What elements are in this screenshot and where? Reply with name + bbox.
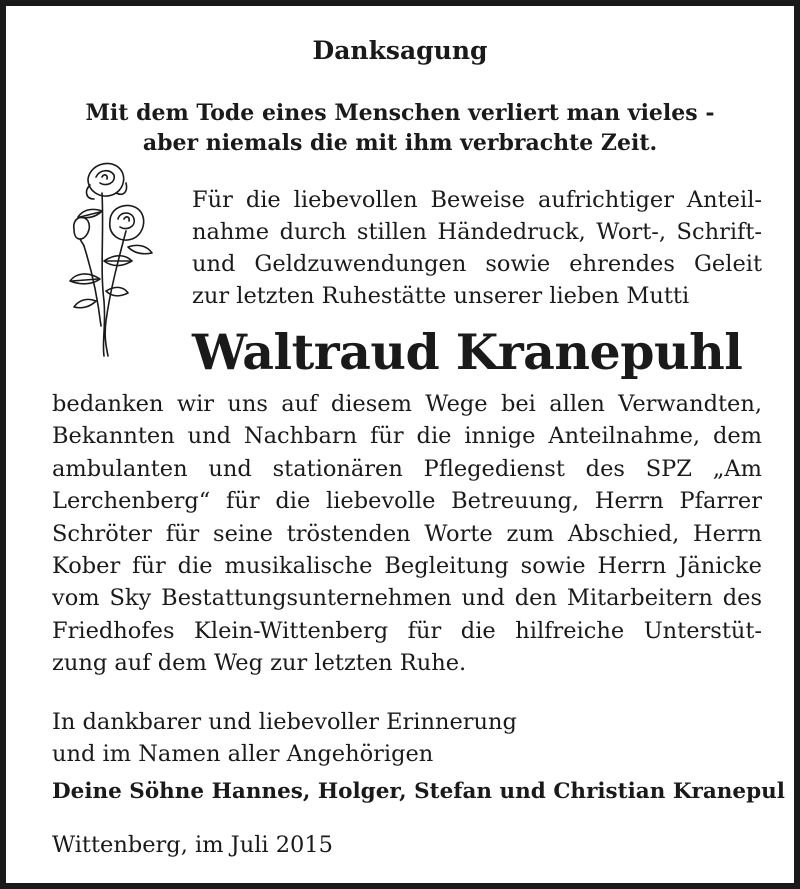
body-line: zung auf dem Weg zur letzten Ruhe. bbox=[52, 650, 467, 677]
body-line: ambulanten und stationären Pflegedienst des SPZ „Am bbox=[52, 455, 762, 482]
motto-line: Mit dem Tode eines Menschen verliert man vieles - bbox=[85, 100, 715, 126]
intro-line: zur letzten Ruhestätte unserer lieben Mutti bbox=[192, 283, 690, 309]
body-line: vom Sky Bestattungsunternehmen und den Mitarbeitern des bbox=[52, 585, 762, 612]
motto bbox=[6, 98, 794, 158]
body-line: bedanken wir uns auf diesem Wege bei allen Verwandten, bbox=[52, 391, 762, 417]
motto-line: aber niemals die mit ihm verbrachte Zeit. bbox=[142, 130, 658, 156]
closing-text bbox=[52, 706, 517, 770]
notice-heading: Danksagung bbox=[312, 36, 488, 65]
intro-line: Für die liebevollen Beweise aufrichtiger Anteil- bbox=[192, 187, 762, 213]
signers: Deine Söhne Hannes, Holger, Stefan und Christian Kranepul bbox=[52, 779, 785, 804]
closing-line: und im Namen aller Angehörigen bbox=[52, 741, 434, 767]
place-date: Wittenberg, im Juli 2015 bbox=[52, 832, 333, 858]
body-line: Lerchenberg“ für die liebevolle Betreuung, Herrn Pfarrer bbox=[52, 488, 762, 515]
body-line: Friedhofes Klein-Wittenberg für die hilfreiche Unterstüt- bbox=[52, 617, 762, 644]
intro-line: und Geldzuwendungen sowie ehrendes Geleit bbox=[192, 251, 762, 277]
body-line: Schröter für seine tröstenden Worte zum Abschied, Herrn bbox=[52, 520, 762, 547]
deceased-name: Waltraud Kranepuhl bbox=[192, 323, 743, 381]
rose-illustration-icon bbox=[44, 151, 162, 361]
body-text bbox=[52, 388, 762, 680]
intro-line: nahme durch stillen Händedruck, Wort-, Schrift- bbox=[192, 219, 762, 245]
body-line: Kober für die musikalische Begleitung sowie Herrn Jänicke bbox=[52, 553, 762, 580]
closing-line: In dankbarer und liebevoller Erinnerung bbox=[52, 709, 517, 735]
body-line: Bekannten und Nachbarn für die innige Anteilnahme, dem bbox=[52, 423, 762, 450]
intro-text bbox=[192, 184, 762, 312]
